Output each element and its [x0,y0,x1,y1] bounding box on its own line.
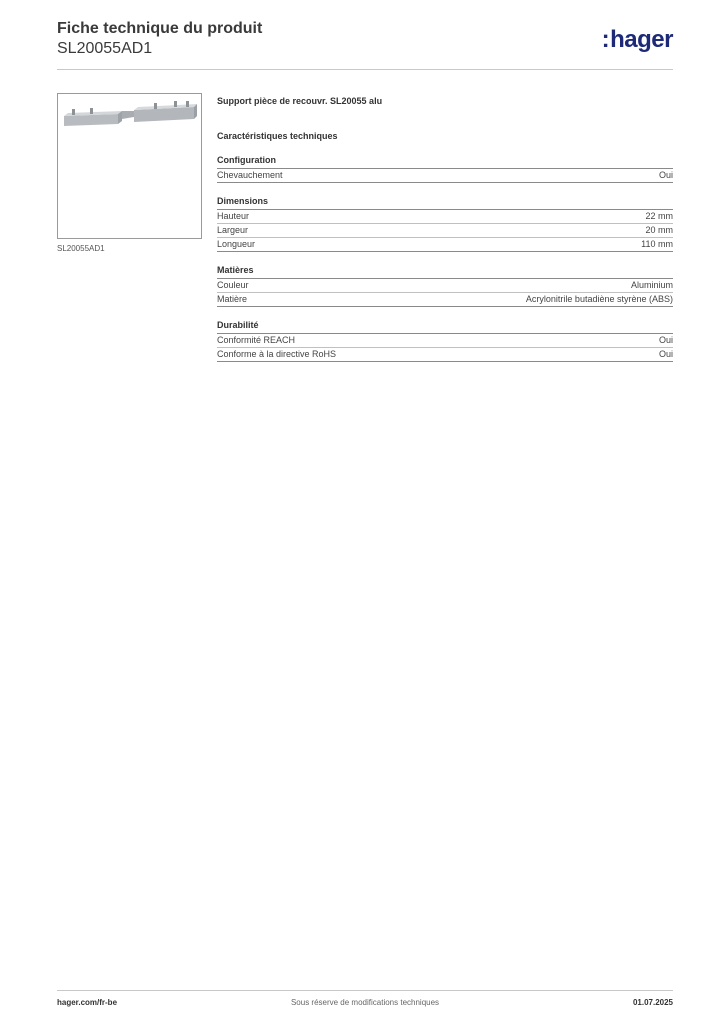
spec-value: Oui [658,170,673,180]
tech-heading: Caractéristiques techniques [217,131,338,141]
section-title: Durabilité [217,320,673,334]
image-caption: SL20055AD1 [57,244,105,253]
spec-value: Oui [658,349,673,359]
logo-text: hager [610,26,673,53]
spec-label: Conformité REACH [217,335,296,345]
footer-date: 01.07.2025 [632,998,673,1007]
spec-label: Matière [217,294,248,304]
spec-row [217,279,673,293]
spec-row [217,238,673,252]
spec-row [217,224,673,238]
spec-row [217,293,673,307]
spec-row [217,348,673,362]
section-configuration [217,155,673,183]
hager-logo: :hager [601,26,673,53]
spec-value: Oui [658,335,673,345]
spec-value: 20 mm [645,225,673,235]
spec-label: Couleur [217,280,249,290]
section-title: Dimensions [217,196,673,210]
spec-label: Longueur [217,239,256,249]
page-header [57,20,673,70]
product-illustration [62,98,198,138]
spec-label: Largeur [217,225,249,235]
spec-row [217,169,673,183]
section-title: Matières [217,265,673,279]
section-durability [217,320,673,362]
product-code: SL20055AD1 [57,40,153,57]
spec-row [217,334,673,348]
spec-label: Hauteur [217,211,250,221]
spec-value: 22 mm [645,211,673,221]
section-dimensions [217,196,673,252]
section-title: Configuration [217,155,673,169]
footer-website-link[interactable]: hager.com/fr-be [57,998,118,1007]
product-image [57,93,202,239]
spec-value: Acrylonitrile butadiène styrène (ABS) [525,294,673,304]
spec-row [217,210,673,224]
header-divider [57,69,673,70]
footer-disclaimer: Sous réserve de modifications techniques [290,998,440,1007]
spec-content [217,96,673,362]
spec-value: Aluminium [630,280,673,290]
footer-divider [57,990,673,991]
section-materials [217,265,673,307]
product-name: Support pièce de recouvr. SL20055 alu [217,96,383,106]
spec-value: 110 mm [641,239,673,249]
spec-label: Chevauchement [217,170,283,180]
spec-label: Conforme à la directive RoHS [217,349,337,359]
page-title: Fiche technique du produit [57,20,263,37]
